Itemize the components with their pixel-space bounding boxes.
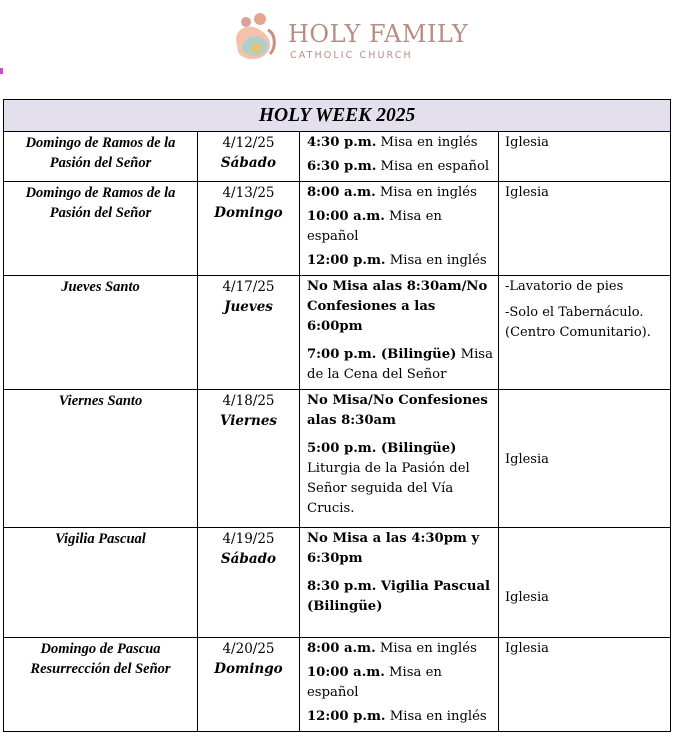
schedule-time: 5:00 p.m. (Bilingüe) xyxy=(307,441,457,456)
location-cell xyxy=(499,528,671,638)
schedule-time: 7:00 p.m. (Bilingüe) xyxy=(307,347,457,362)
schedule-row xyxy=(4,182,671,276)
schedule-time: No Misa a las 4:30pm y 6:30pm xyxy=(307,531,480,566)
location-cell xyxy=(499,132,671,182)
schedule-title: HOLY WEEK 2025 xyxy=(4,100,671,132)
event-name: Domingo de Ramos de la Pasión del Señor xyxy=(4,132,198,182)
schedule-description: Misa en español xyxy=(376,159,490,174)
event-weekday: Sábado xyxy=(220,155,277,171)
schedule-time: 12:00 p.m. xyxy=(307,253,386,268)
church-logo xyxy=(230,10,469,66)
location-note: -Lavatorio de pies xyxy=(505,279,624,294)
schedule-entry xyxy=(307,663,494,703)
event-date: 4/18/25 xyxy=(222,393,275,409)
event-date: 4/20/25 xyxy=(222,641,275,657)
schedule-row xyxy=(4,276,671,390)
event-date: 4/17/25 xyxy=(222,279,275,295)
schedule-time: No Misa alas 8:30am/No Confesiones a las 6:00pm xyxy=(307,279,488,334)
location-note: Iglesia xyxy=(505,452,549,467)
schedule-time: 10:00 a.m. xyxy=(307,209,385,224)
event-weekday: Domingo xyxy=(214,661,283,677)
schedule-description: Misa en inglés xyxy=(375,185,477,200)
holy-family-logo-icon xyxy=(230,10,280,62)
schedule-time: 8:00 a.m. xyxy=(307,641,376,656)
schedule-entry xyxy=(307,439,494,519)
schedule-time: 8:30 p.m. Vigilia Pascual (Bilingüe) xyxy=(307,579,491,614)
event-date: 4/12/25 xyxy=(222,135,275,151)
schedule-details xyxy=(300,390,499,528)
location-note: Iglesia xyxy=(505,135,549,150)
schedule-description: Misa en inglés xyxy=(375,641,477,656)
location-note: Iglesia xyxy=(505,590,549,605)
schedule-entry xyxy=(307,639,494,659)
event-name: Domingo de Ramos de la Pasión del Señor xyxy=(4,182,198,276)
schedule-row xyxy=(4,132,671,182)
schedule-entry xyxy=(307,207,494,247)
schedule-time: 8:00 a.m. xyxy=(307,185,376,200)
schedule-details xyxy=(300,528,499,638)
event-weekday: Viernes xyxy=(219,413,278,429)
schedule-entry xyxy=(307,277,494,337)
schedule-description: Misa en español xyxy=(307,665,442,700)
event-date: 4/19/25 xyxy=(222,531,275,547)
holy-week-schedule-table xyxy=(3,99,671,732)
schedule-entry xyxy=(307,183,494,203)
schedule-entry xyxy=(307,133,494,153)
schedule-details xyxy=(300,132,499,182)
schedule-entry xyxy=(307,577,494,617)
event-date-cell xyxy=(198,276,300,390)
schedule-time: 4:30 p.m. xyxy=(307,135,377,150)
event-date-cell xyxy=(198,528,300,638)
event-weekday: Jueves xyxy=(224,299,273,315)
location-cell xyxy=(499,182,671,276)
schedule-description: Misa en inglés xyxy=(376,135,478,150)
schedule-time: No Misa/No Confesiones alas 8:30am xyxy=(307,393,488,428)
event-date-cell xyxy=(198,132,300,182)
location-note: Iglesia xyxy=(505,185,549,200)
location-cell xyxy=(499,276,671,390)
event-weekday: Domingo xyxy=(214,205,283,221)
edge-marker xyxy=(0,68,3,74)
schedule-description: Liturgia de la Pasión del Señor seguida del Vía Crucis. xyxy=(307,461,470,516)
schedule-entry xyxy=(307,345,494,385)
schedule-time: 6:30 p.m. xyxy=(307,159,377,174)
event-date: 4/13/25 xyxy=(222,185,275,201)
event-name: Jueves Santo xyxy=(4,276,198,390)
schedule-description: Misa en español xyxy=(307,209,442,244)
location-note: -Solo el Tabernáculo. (Centro Comunitario). xyxy=(505,305,651,340)
schedule-time: 12:00 p.m. xyxy=(307,709,386,724)
schedule-description: Misa en inglés xyxy=(385,253,487,268)
schedule-details xyxy=(300,182,499,276)
event-name: Vigilia Pascual xyxy=(4,528,198,638)
church-subtitle: CATHOLIC CHURCH xyxy=(290,50,413,61)
event-weekday: Sábado xyxy=(220,551,277,567)
event-name: Domingo de Pascua Resurrección del Señor xyxy=(4,638,198,732)
schedule-entry xyxy=(307,157,494,177)
schedule-details xyxy=(300,276,499,390)
schedule-row xyxy=(4,390,671,528)
schedule-entry xyxy=(307,251,494,271)
schedule-entry xyxy=(307,529,494,569)
schedule-description: Misa en inglés xyxy=(385,709,487,724)
schedule-time: 10:00 a.m. xyxy=(307,665,385,680)
event-date-cell xyxy=(198,390,300,528)
location-note: Iglesia xyxy=(505,641,549,656)
schedule-description: Misa de la Cena del Señor xyxy=(307,347,493,382)
schedule-row xyxy=(4,528,671,638)
church-name: HOLY FAMILY xyxy=(288,20,469,48)
event-date-cell xyxy=(198,182,300,276)
schedule-entry xyxy=(307,391,494,431)
event-name: Viernes Santo xyxy=(4,390,198,528)
schedule-entry xyxy=(307,707,494,727)
location-cell xyxy=(499,390,671,528)
